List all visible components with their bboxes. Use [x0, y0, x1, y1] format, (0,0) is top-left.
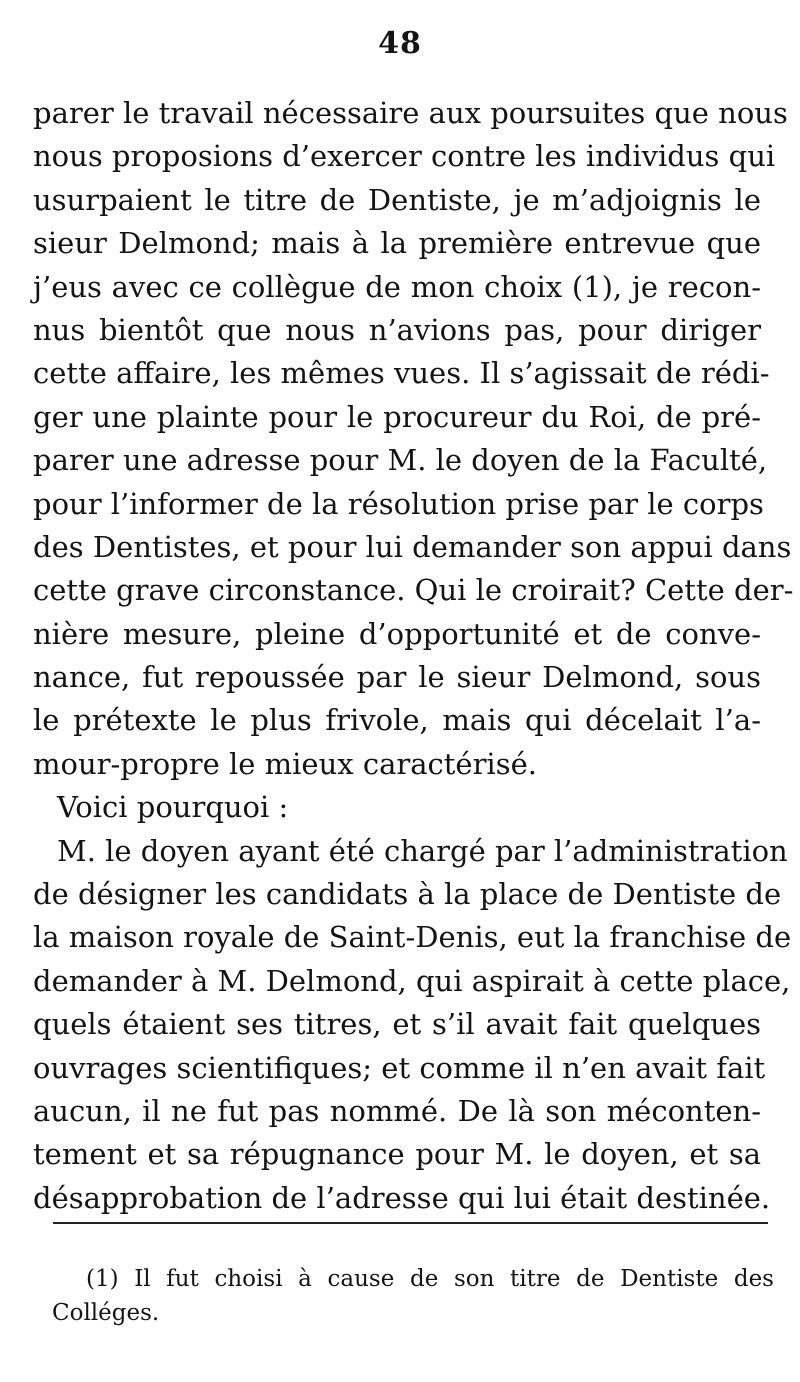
footnote-line: Colléges.: [52, 1300, 160, 1326]
footnote-line: (1) Il fut choisi à cause de son titre de Dentiste des: [86, 1266, 774, 1292]
footnote-divider: [53, 1222, 768, 1224]
text-line: j’eus avec ce collègue de mon choix (1), je recon-: [33, 269, 761, 304]
text-line: mour-propre le mieux caractérisé.: [33, 746, 537, 781]
text-line: Voici pourquoi :: [57, 790, 289, 825]
text-line: de désigner les candidats à la place de Dentiste de: [33, 877, 782, 912]
text-line: la maison royale de Saint-Denis, eut la franchise de: [33, 920, 792, 955]
text-line: usurpaient le titre de Dentiste, je m’adjoignis le: [33, 182, 761, 217]
text-line: parer une adresse pour M. le doyen de la Faculté,: [33, 443, 768, 478]
text-line: ouvrages scientifiques; et comme il n’en avait fait: [33, 1050, 766, 1085]
text-line: ger une plainte pour le procureur du Roi, de pré-: [33, 399, 761, 434]
text-line: M. le doyen ayant été chargé par l’administration: [57, 833, 788, 868]
text-line: désapprobation de l’adresse qui lui était destinée.: [33, 1180, 771, 1215]
text-line: nance, fut repoussée par le sieur Delmond, sous: [33, 660, 761, 695]
text-line: parer le travail nécessaire aux poursuites que nous: [33, 96, 788, 130]
footnote: [52, 1262, 774, 1330]
text-line: aucun, il ne fut pas nommé. De là son méconten-: [33, 1093, 761, 1128]
text-line: cette grave circonstance. Qui le croirait? Cette der-: [33, 573, 794, 608]
text-line: cette affaire, les mêmes vues. Il s’agissait de rédi-: [33, 356, 770, 391]
text-line: des Dentistes, et pour lui demander son appui dans: [33, 529, 792, 564]
text-line: pour l’informer de la résolution prise par le corps: [33, 486, 764, 521]
body-text: [33, 92, 794, 1220]
text-line: nus bientôt que nous n’avions pas, pour diriger: [33, 312, 761, 347]
text-line: le prétexte le plus frivole, mais qui décelait l’a-: [33, 703, 761, 738]
text-line: tement et sa répugnance pour M. le doyen, et sa: [33, 1137, 761, 1172]
text-line: demander à M. Delmond, qui aspirait à cette place,: [33, 963, 791, 998]
page-number: 48: [378, 26, 422, 61]
text-line: sieur Delmond; mais à la première entrevue que: [33, 226, 761, 261]
text-line: quels étaient ses titres, et s’il avait fait quelques: [33, 1007, 761, 1042]
text-line: nous proposions d’exercer contre les individus qui: [33, 139, 776, 174]
text-line: nière mesure, pleine d’opportunité et de conve-: [33, 616, 761, 651]
